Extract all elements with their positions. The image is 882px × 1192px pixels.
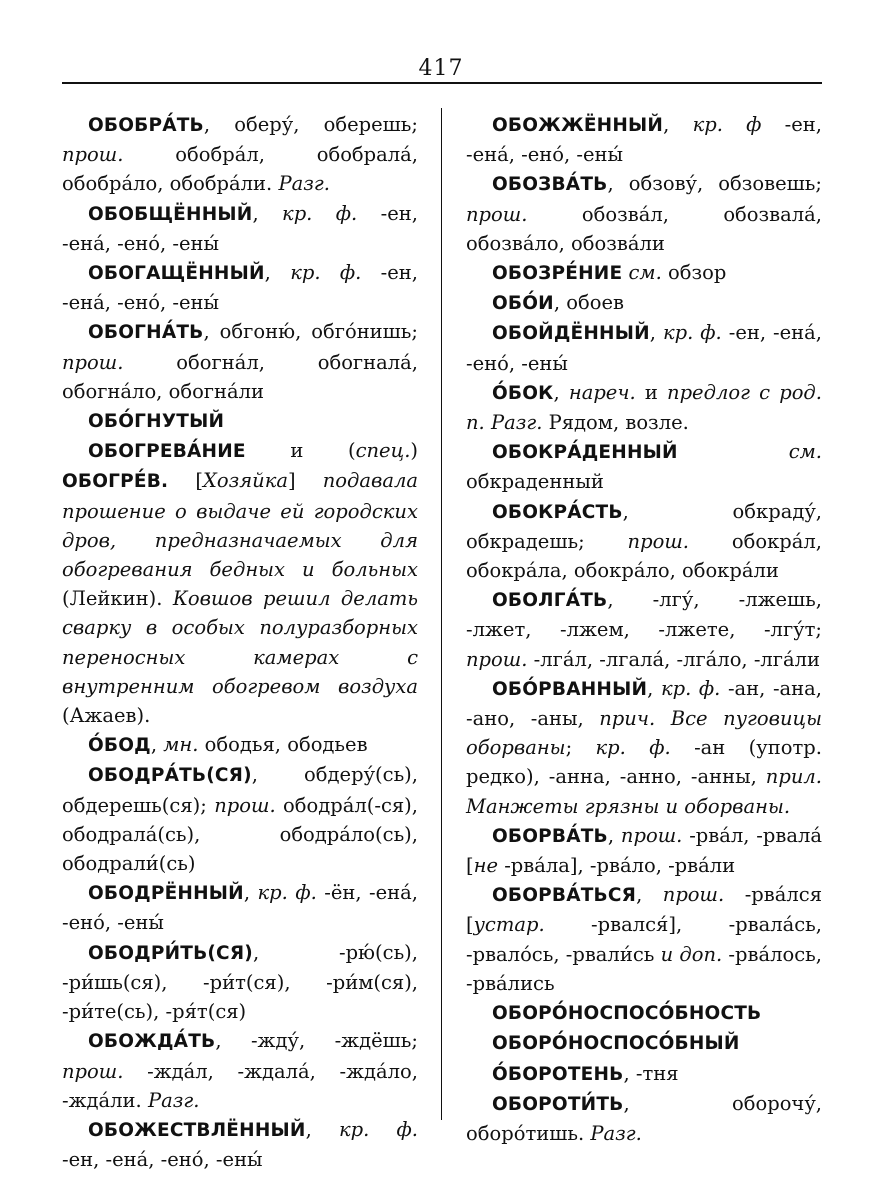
entry-text-segment: ; (565, 736, 596, 760)
entry-text-segment: -ен, -ена́, -ено́, -ены́ (466, 113, 822, 167)
entry-text-segment: -лга́л, -лгала́, -лга́ло, -лга́ли (527, 647, 821, 671)
entry-text-segment: ободра́л(-ся), ободрала́(сь), ободра́ло(сь), ободрали́(сь) (62, 793, 418, 876)
dictionary-entry (62, 1026, 418, 1115)
entry-headword: ОБО́И (492, 293, 554, 315)
entry-text-segment: -ен, -ена́, -ено́, -ены́ (62, 1148, 263, 1172)
entry-text-segment: прош. (62, 143, 124, 167)
page-number: 417 (418, 56, 464, 81)
column-divider (441, 108, 442, 1120)
header-rule (62, 82, 822, 84)
entry-headword: ОБОЗРЕ́НИЕ (492, 263, 623, 285)
entry-text-segment: , оборочу́, оборо́тишь. (466, 1091, 822, 1145)
entry-text-segment: , обоев (553, 291, 624, 315)
entry-text-segment: , (150, 733, 164, 757)
entry-text-segment: прош. (62, 1059, 124, 1083)
entry-text-segment: см. (628, 261, 662, 285)
entry-headword: ОБОДРЁННЫЙ (88, 883, 244, 905)
dictionary-entry (62, 317, 418, 406)
entry-headword: ОБОЛГА́ТЬ (492, 590, 608, 612)
entry-text-segment: , (553, 380, 569, 404)
entry-text-segment: -ен, -ена́, -ено́, -ены́ (466, 321, 822, 375)
dictionary-entry (466, 880, 822, 998)
entry-text-segment: , обдеру́(сь), обдерешь(ся); (62, 763, 418, 817)
entry-text-segment: подавала прошение о выдаче ей городских дров, предназначаемых для обогревания бедных и больных (62, 469, 418, 582)
entry-headword: ОБОКРА́СТЬ (492, 501, 623, 523)
entry-text-segment: -ен, -ена́, -ено́, -ены́ (62, 261, 418, 315)
dictionary-entry (62, 938, 418, 1027)
entry-headword: ОБОЖДА́ТЬ (88, 1031, 216, 1053)
entry-text-segment: -рва́лось, -рва́лись (466, 942, 822, 995)
entry-headword: ОБО́ГНУТЫЙ (88, 411, 225, 433)
entry-headword: ОБОРО́НОСПОСО́БНОСТЬ (492, 1003, 762, 1025)
entry-text-segment: ) (410, 439, 418, 463)
entry-text-segment: обкраденный (466, 470, 604, 494)
entry-headword: ОБОБРА́ТЬ (88, 115, 204, 136)
entry-text-segment: кр. ф (692, 113, 762, 136)
dictionary-entry (466, 1059, 822, 1089)
entry-text-segment: кр. ф. (595, 736, 671, 760)
entry-text-segment: прош. (214, 793, 276, 817)
entry-headword: ОБОРО́НОСПОСО́БНЫЙ (492, 1033, 740, 1055)
entry-text-segment: -ан (употр. редко), -анна, -анно, -анны, (466, 736, 822, 789)
entry-headword: О́БОК (492, 382, 554, 404)
dictionary-entry (62, 110, 418, 199)
entry-text-segment: , -жду́, -ждёшь; (215, 1029, 418, 1053)
entry-headword: ОБОБЩЁННЫЙ (88, 203, 253, 225)
entry-text-segment: -рвался́], -рвала́сь, -рвало́сь, -рвали́сь (466, 913, 822, 966)
entry-text-segment: обзор (661, 261, 727, 285)
entry-headword: ОБОГРЕВА́НИЕ (88, 441, 246, 463)
entry-text-segment: и ( (245, 439, 356, 463)
entry-text-segment: кр. ф. (338, 1117, 418, 1141)
entry-text-segment: прош. (662, 883, 725, 907)
entry-headword: ОБОРОТИ́ТЬ (492, 1093, 624, 1115)
dictionary-entry (466, 585, 822, 674)
entry-text-segment: не (473, 854, 498, 878)
entry-text-segment: , (647, 676, 661, 700)
dictionary-entry (62, 1115, 418, 1174)
dictionary-entry (466, 821, 822, 880)
entry-text-segment: [ (168, 469, 203, 493)
dictionary-entry (466, 318, 822, 377)
dictionary-entry (62, 436, 418, 730)
entry-headword: ОБОГАЩЁННЫЙ (88, 263, 265, 285)
entry-text-segment: , (264, 261, 291, 285)
entry-text-segment: прош. (620, 823, 683, 847)
dictionary-entry (466, 110, 822, 169)
entry-headword: ОБОДРА́ТЬ(СЯ) (88, 765, 252, 787)
dictionary-entry (62, 730, 418, 760)
entry-text-segment: прил. Манжеты грязны и оборваны. (466, 765, 822, 818)
dictionary-entry (466, 1089, 822, 1148)
entry-text-segment: предлог с род. п. Разг. (466, 380, 822, 435)
entry-text-segment: Разг. (278, 172, 330, 196)
dictionary-entry (466, 258, 822, 288)
dictionary-entry (466, 1028, 822, 1058)
entry-text-segment: обогна́л, обогнала́, обогна́ло, обогна́ли (62, 350, 418, 403)
entry-headword: О́БОД (88, 735, 151, 757)
entry-text-segment: ] (287, 469, 323, 493)
dictionary-entry (466, 378, 822, 437)
entry-text-segment: , (607, 823, 621, 847)
entry-headword: ОБОЗВА́ТЬ (492, 174, 608, 196)
entry-text-segment: -рва́лся [ (466, 883, 822, 937)
entry-text-segment: нареч. (568, 380, 636, 404)
entry-text-segment: см. (788, 440, 822, 464)
dictionary-entry (62, 760, 418, 878)
dictionary-entry (62, 258, 418, 317)
entry-text-segment: , (649, 321, 663, 345)
entry-text-segment: , (243, 881, 258, 905)
dictionary-entry (466, 998, 822, 1028)
entry-headword: О́БОРОТЕНЬ (492, 1063, 624, 1085)
dictionary-entry (62, 406, 418, 436)
dictionary-entry (466, 497, 822, 586)
entry-text-segment: -рва́л, -рвала́ [ (466, 823, 822, 878)
entry-text-segment: , (663, 113, 693, 136)
entry-text-segment: кр. ф. (662, 321, 722, 345)
entry-headword: ОБОЖЕСТВЛЁННЫЙ (88, 1119, 306, 1141)
entry-text-segment: , -лгу́, -лжешь, -лжет, -лжем, -лжете, -лгу́т; (466, 588, 822, 642)
entry-text-segment: ободья, ободьев (198, 733, 368, 757)
entry-headword: ОБОЙДЁННЫЙ (492, 323, 650, 345)
entry-text-segment: (Ажаев). (62, 704, 151, 728)
entry-text-segment: кр. ф. (257, 881, 317, 905)
entry-text-segment: спец. (355, 439, 411, 463)
dictionary-entry (466, 437, 822, 496)
entry-text-segment: прош. (466, 202, 528, 226)
entry-text-segment (678, 440, 789, 463)
entry-text-segment: и доп. (660, 942, 723, 966)
dictionary-entry (466, 169, 822, 258)
entry-text-segment: , -рю́(сь), -ри́шь(ся), -ри́т(ся), -ри́м(ся), -ри́те(сь), -ря́т(ся) (62, 940, 418, 1024)
entry-text-segment: , обгоню́, обго́нишь; (203, 320, 418, 344)
entry-headword: ОБОГНА́ТЬ (88, 322, 204, 344)
dictionary-entry (466, 288, 822, 318)
entry-text-segment: кр. ф. (660, 676, 721, 700)
entry-text-segment: , оберу́, оберешь; (203, 113, 418, 136)
entry-text-segment: Разг. (590, 1121, 642, 1145)
entry-headword: ОБОДРИ́ТЬ(СЯ) (88, 942, 253, 964)
right-column (466, 110, 822, 1148)
entry-text-segment: Разг. (147, 1088, 200, 1112)
entry-text-segment: , обзову́, обзовешь; (607, 172, 822, 196)
entry-text-segment: Ковшов решил делать сварку в особых полуразборных переносных камерах с внутренним обогревом воздуха (62, 587, 418, 698)
entry-text-segment: и (635, 380, 668, 404)
entry-text-segment: , (305, 1117, 339, 1141)
entry-text-segment: прош. (466, 647, 528, 671)
entry-headword: ОБОРВА́ТЬ (492, 825, 608, 847)
entry-headword: ОБО́РВАННЫЙ (492, 678, 648, 700)
entry-text-segment: обокра́л, обокра́ла, обокра́ло, обокра́ли (466, 529, 822, 583)
entry-text-segment: -ен, -ена́, -ено́, -ены́ (62, 201, 418, 255)
entry-text-segment: Хозяйка (202, 469, 288, 493)
entry-text-segment: -ан, -ана, -ано, -аны, (466, 676, 822, 731)
entry-text-segment: , (636, 883, 663, 907)
entry-text-segment: ОБОГРЕ́В. (62, 471, 169, 493)
entry-headword: ОБОЖЖЁННЫЙ (492, 115, 664, 136)
entry-text-segment: кр. ф. (282, 201, 358, 225)
entry-text-segment: прич. Все пуговицы оборваны (466, 707, 822, 760)
dictionary-entry (62, 199, 418, 258)
dictionary-entry (62, 878, 418, 937)
entry-text-segment: , (252, 201, 283, 225)
entry-text-segment: , обкраду́, обкрадешь; (466, 499, 822, 553)
entry-text-segment: кр. ф. (290, 261, 362, 285)
left-column (62, 110, 418, 1174)
entry-text-segment: -жда́л, -ждала́, -жда́ло, -жда́ли. (62, 1059, 418, 1112)
entry-text-segment: -ён, -ена́, -ено́, -ены́ (62, 881, 418, 935)
entry-text-segment: прош. (627, 529, 689, 553)
entry-text-segment: обобра́л, обобрала́, обобра́ло, обобра́ли. (62, 143, 418, 196)
entry-headword: ОБОКРА́ДЕННЫЙ (492, 442, 678, 464)
dictionary-entry (466, 674, 822, 821)
entry-text-segment: Рядом, возле. (542, 411, 689, 435)
entry-text-segment: устар. (473, 913, 545, 937)
entry-text-segment: обозва́л, обозвала́, обозва́ло, обозва́ли (466, 202, 822, 255)
entry-text-segment: -рва́ла], -рва́ло, -рва́ли (498, 854, 736, 878)
entry-headword: ОБОРВА́ТЬСЯ (492, 885, 637, 907)
entry-text-segment: (Лейкин). (62, 587, 173, 611)
entry-text-segment: , -тня (623, 1061, 679, 1085)
entry-text-segment: мн. (163, 733, 199, 757)
entry-text-segment: прош. (62, 350, 124, 374)
